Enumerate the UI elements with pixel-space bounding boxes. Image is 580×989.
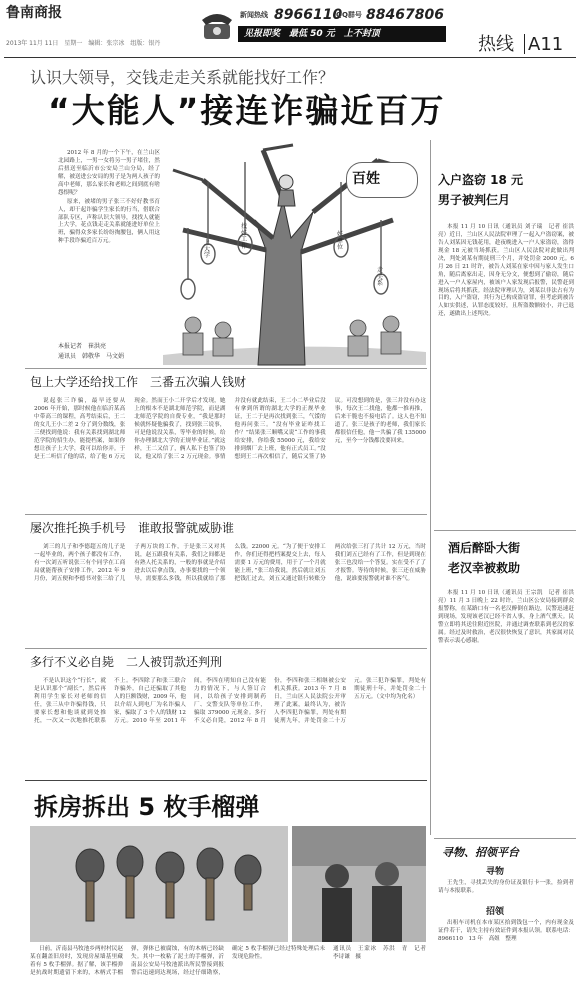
section-3-heading: 多行不义必自毙 二人被罚款还判刑 <box>30 655 223 669</box>
grenades-photo <box>30 826 288 942</box>
promo-text: 见报即奖 最低 50 元 上不封顶 <box>244 29 380 39</box>
sidebar-1-headline-2: 男子被判仨月 <box>438 193 511 207</box>
phone-icon <box>200 6 234 42</box>
lead-kicker: 认识大领导，交钱走走关系就能找好工作？ <box>30 68 335 87</box>
lead-byline-2: 通讯员 韩敬华 马文娟 <box>58 353 125 360</box>
cartoon-tag-2: 找好工作 <box>241 223 248 250</box>
section-1-body <box>34 398 426 510</box>
sidebar-2-headline-2: 老汉幸被救助 <box>448 561 521 575</box>
masthead-rule <box>4 57 576 58</box>
lead-intro-p1: 2012 年 8 月的一个下午，在兰山区北园路上，一男一女将另一男子堵住，然后扭送至临沂市公安局兰山分局，经了解，被送进公安局的男子是为两人孩子的高中老师，那么家长和老师之间到底有啥怨恨呢？ <box>58 150 160 196</box>
bottom-byline: 通讯员 王蒙冰 苏洪 青 记者 李诗谦 摄 <box>333 946 432 960</box>
hotline-label: 新闻热线 <box>240 11 268 19</box>
column-divider <box>430 140 431 835</box>
qq-number: 88467806 <box>366 7 444 23</box>
section-2-rule <box>25 514 427 515</box>
section-1-text: 说起张三诈骗，最早还要从 2006 年开始，那时候他在临沂某高中带高三的课程，高考结束后，王二的女儿王小二差 2 分了到分数线，张三便找到他说：我有关系找到湖北师范学院的招生办，能提档案，如果你想让孩子上大学，我可以给你弄。于是王二听信了他的话，给了他 6 万元现金。然而王小二开学后才发现，她上的根本不是湖北师范学院，而是湖北师范学院的自费专业，“我是那时候就怀疑他骗我了，找到张三说事，可是他说没关系，等毕业的时候，给你办理湖北大学的正规毕业证。”就这样，王二又信了，俩人私下也签了协议，他又给了张三 2 万元现金。事情并没有就此结束，王二小二毕业后没有拿到所谓的湖北大学的正规毕业证，王二于是再次找到张三，气馁的他再问张三。“没有毕业证咋找工作？”结果张三顺嘴又说“工作的事我给安排，你给我 55000 元，我给安排到烟厂去上班，他有正式员工。”没想到王二再次相信了，随后又签了协议。可没想到的是，张三并没有办这事，每次王二找他，他都一推再推，后来干脆也不接电话了。这人也不知道了。张三是孩子的老师，我们家长都很信任他，他一共骗了我 135000 元，至今一分钱都没要回来。 <box>34 398 426 460</box>
hotline-number: 8966110 <box>274 7 343 23</box>
lead-intro <box>58 150 160 335</box>
cartoon-caption: 百姓 <box>352 171 380 187</box>
xunwu-text: 王先生，寻找丢失的身份证及银行卡一张，捡到者请与本报联系。 <box>438 880 574 894</box>
section-3-rule <box>25 648 427 649</box>
masthead <box>0 0 580 56</box>
bottom-caption: 日前，沂南县马牧池乡两村村民赵某在翻盖旧房时，发现房屋墙基里藏着有 5 枚手榴弹。据了解，该手榴弹是抗战时期遗留下来的，木柄式手榴弹，弹体已被腐蚀，有的木柄已经缺失。其中一枚粘了泥土的手榴弹，沂南县公安局马牧池派出所民警接到报警后迅速到达现场，经过仔细勘察，确定 5 枚手榴弹已经过特殊处理后未发现危险性。 <box>30 946 325 976</box>
date-line: 2013年 11月 11日 星期一 编辑：张宗冰 组版：银丹 <box>6 40 161 47</box>
section-name: 热线 <box>478 34 514 55</box>
zhaoling-text: 出租车司机在本市某区拾到钱包一个，内有现金及证件若干，请失主持有效证件到本报认领。联系电话：8966110 13 年 高姐 整理 <box>438 920 574 942</box>
section-3-body <box>34 678 426 774</box>
sidebar-rule-1 <box>434 530 576 531</box>
zhaoling-body <box>438 920 574 982</box>
lead-byline-1: 本报记者 崔洪亮 <box>58 343 107 350</box>
sidebar-2-headline-1: 酒后醉卧大街 <box>448 541 521 555</box>
qq-label: QQ群号 <box>336 11 362 19</box>
sidebar-2-text: 本报 11 月 10 日讯（通讯员 王宗凯 记者 崔洪亮）11 月 3 日晚上 22 时许，兰山区公安局接到群众报警称，在某路口有一名老汉醉倒在路边，民警迅速赶到现场，发现该老汉已经不省人事，身上酒气熏天。民警立即将其送往附近医院，并通过调查联系到老汉的家属。经过及时救治，老汉很快恢复了意识，其家属对民警表示衷心感谢。 <box>438 590 574 644</box>
section-3-text: 不是认识这个“行长”，就是认识那个“副长”，然后再利用学生家长对老师的信任，张三从中诈骗得钱，只要家长想和他谈就到处推托，一次又一次地推托联系不上。李四除了和张三联合诈骗外，自己还骗取了其他人的巨额钱财，2009 年，他以介绍人到电厂为名诈骗人家，骗取了 3 个人的钱财 12 万元。2010 年至 2011 年间，李四在明知自己没有能力的情况下，与人签订合同，以给孩子安排到制药厂、交警支队等单位工作，骗取 379000 元现金。多行不义必自毙，2012 年 8 月份，李四和张三相继被公安机关抓获。2013 年 7 月 8 日，兰山区人民法院公开审理了此案，最终认为，被告人李四犯诈骗罪，判处有期徒刑九年，并处罚金二十万元。张三犯诈骗罪，判处有期徒刑十年，并处罚金二十五万元。（文中均为化名） <box>34 678 426 724</box>
section-2-heading: 屡次推托换手机号 谁敢报警就威胁谁 <box>30 521 235 535</box>
section-divider <box>524 34 525 54</box>
police-photo <box>292 826 426 942</box>
sidebar-1-text: 本报 11 月 10 日讯（通讯员 刘子瑞 记者 崔洪亮）近日，兰山区人民法院审理了一起入户盗窃案，被告人刘某因无钱花用，趁夜晚进入一户人家盗窃，盗得现金 18 元被当场抓获。兰山区人民法院对此做出判决，判处刘某有期徒刑三个月，并处罚金 2000 元。6 月 26 日 21 时许，被告人刘某在家中因与家人发生口角，随后离家出走，因身无分文，便想到了偷窃，随后进入一户人家屋内，被该户人家发现后报警，民警赶到现场后将其抓获。经法院审理认为，刘某以非法占有为目的，入户盗窃，其行为已构成盗窃罪，但考虑到被告人如实供述，认罪态度较好，且所盗数额较小，并已退还，遂做出上述判决。 <box>438 224 574 318</box>
bottom-headline: 拆房拆出 5 枚手榴弹 <box>34 793 260 821</box>
sidebar-1-body <box>438 224 574 524</box>
sidebar-2-body <box>438 590 574 822</box>
sidebar-rule-2 <box>434 838 576 839</box>
lead-headline: “大能人”接连诈骗近百万 <box>48 91 446 130</box>
section-2-body <box>34 544 426 644</box>
xunwu-title: 寻物 <box>486 867 505 877</box>
classified-header: 寻物、招领平台 <box>442 846 519 859</box>
section-1-rule <box>25 368 427 369</box>
bottom-caption-box <box>30 946 432 988</box>
xunwu-body <box>438 880 574 902</box>
paper-name: 鲁南商报 <box>6 5 62 21</box>
bottom-rule <box>25 780 427 781</box>
section-1-heading: 包上大学还给找工作 三番五次骗人钱财 <box>30 375 247 389</box>
lead-intro-p2: 原来，被堵的男子张三不好好教书育人，却干起诈骗学生家长的行当，借联合部队专区，声称认识大领导，找找人就能上大学，花点钱走走关系就能进好单位上班，骗得众多家长纷纷掏腰包，俩人用这种手段诈骗近百万元。 <box>58 198 160 245</box>
section-2-text: 刘三的儿子和李德超五的儿子是一起毕业的，两个孩子都没有工作，有一次刘五听说张三有个同学在工商局就能帮孩子安排工作，2012 年 9 月份，刘五便和李德书对张三给了儿子两万块的工作，于是张三又对其说，赵五跟我有关系，我们之间都是有熟人托关系的，一般的事就是介绍进去以后拿点钱，办事要找的一个领导，需要那么多钱，所以我就给了那么钱。22000 元。“为了便于安排工作，你们还得把档案提交上去，每人需要 1 万元的费用，用于了一个月就能上班，”张三给我说，然后就让刘五把钱汇过去，刘五又通过银行转账分两次给张三打了共计 12 万元，当时我们刘五已经有了工作，但是到现在张三也没给一个答复。实在受不了了才报警。等待的时候，张三还在威胁他，说谁要报警就对谁不客气。 <box>34 544 426 582</box>
cartoon-tag-3: 好单位 <box>337 231 344 252</box>
page-number: A11 <box>528 34 564 55</box>
zhaoling-title: 招领 <box>486 907 505 917</box>
cartoon-tag-1: 上大学 <box>204 239 211 260</box>
cartoon-tag-4: 走关系 <box>377 267 384 288</box>
sidebar-1-headline-1: 入户盗窃 18 元 <box>438 173 524 187</box>
